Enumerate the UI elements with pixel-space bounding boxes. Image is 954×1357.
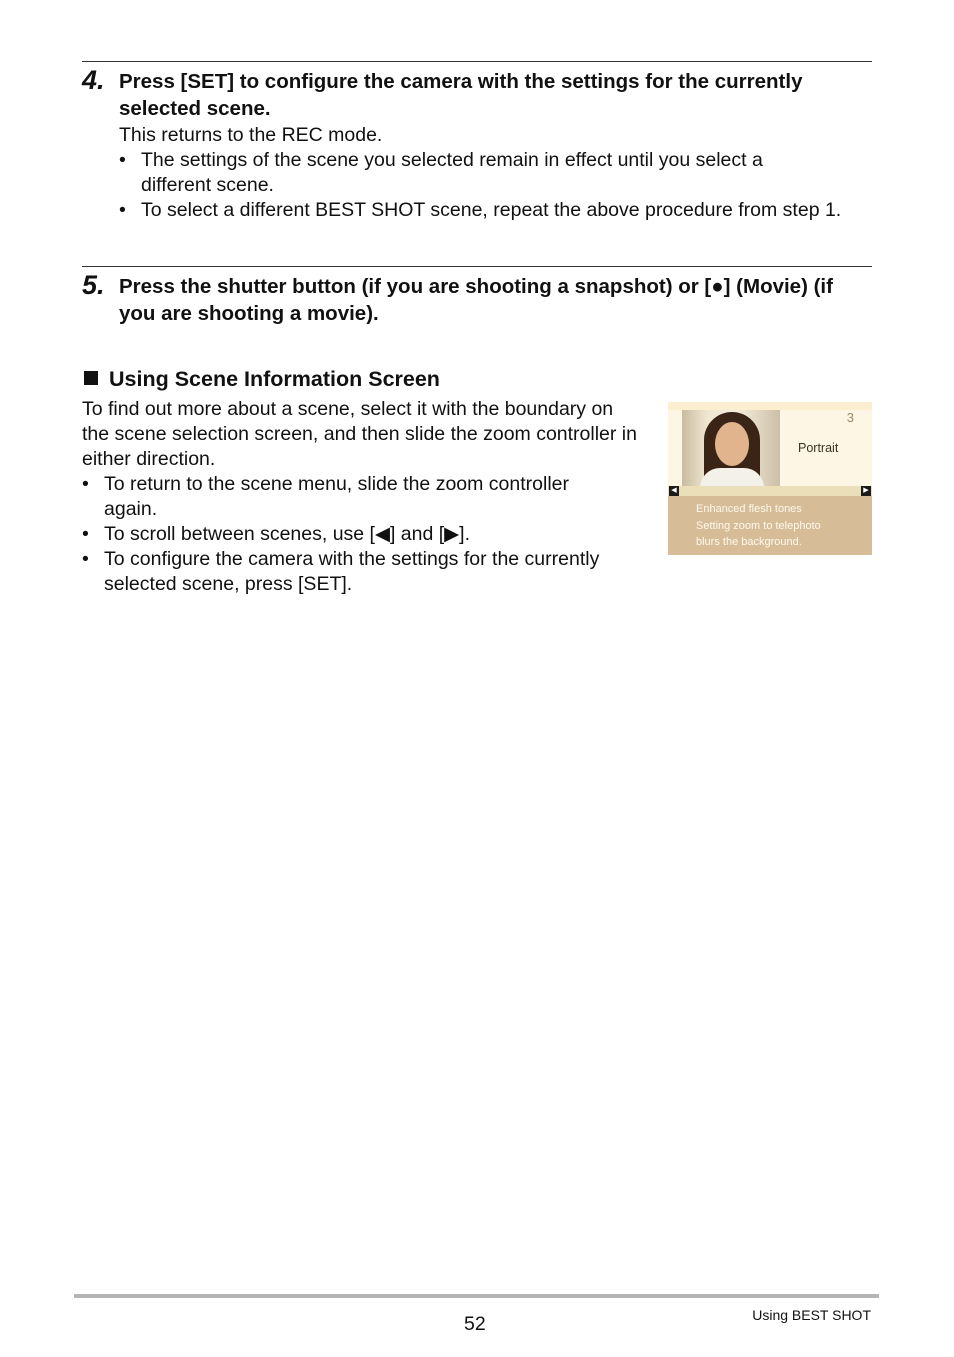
- bullet-dot: •: [119, 149, 126, 171]
- section-heading: Using Scene Information Screen: [84, 366, 440, 392]
- bullet-dot: •: [119, 199, 126, 221]
- bullet-dot: •: [82, 523, 89, 545]
- scene-number: 3: [846, 410, 854, 425]
- scene-nav-bar: [668, 486, 872, 496]
- step-4-rule: [82, 61, 872, 62]
- scene-name: Portrait: [798, 441, 839, 455]
- bullet-dot: •: [82, 548, 89, 570]
- step-4-body: This returns to the REC mode.: [119, 124, 383, 146]
- page-number: 52: [464, 1313, 486, 1335]
- footer-section-label: Using BEST SHOT: [752, 1307, 871, 1323]
- scene-description-line: blurs the background.: [696, 536, 802, 548]
- step-5-title: Press the shutter button (if you are shooting a snapshot) or [●] (Movie) (if you are shooting a movie).: [119, 275, 833, 325]
- scene-description-line: Enhanced flesh tones: [696, 503, 802, 515]
- scene-description-line: Setting zoom to telephoto: [696, 519, 821, 532]
- left-arrow-icon: ◀: [669, 486, 679, 496]
- step-5-number: 5.: [82, 270, 105, 300]
- footer-rule: [74, 1294, 879, 1298]
- scene-info-screen: [668, 402, 872, 555]
- bullet-dot: •: [82, 473, 89, 495]
- step-4-title: Press [SET] to configure the camera with the settings for the currently selected scene.: [119, 70, 803, 120]
- step-5-rule: [82, 266, 872, 267]
- right-arrow-icon: ▶: [861, 486, 871, 496]
- portrait-thumbnail: [682, 410, 780, 486]
- square-bullet-icon: [84, 371, 98, 385]
- step-4-number: 4.: [82, 65, 105, 95]
- section-intro: To find out more about a scene, select it with the boundary on the scene selection screen, and then slide the zoom controller in either direction.: [82, 398, 637, 470]
